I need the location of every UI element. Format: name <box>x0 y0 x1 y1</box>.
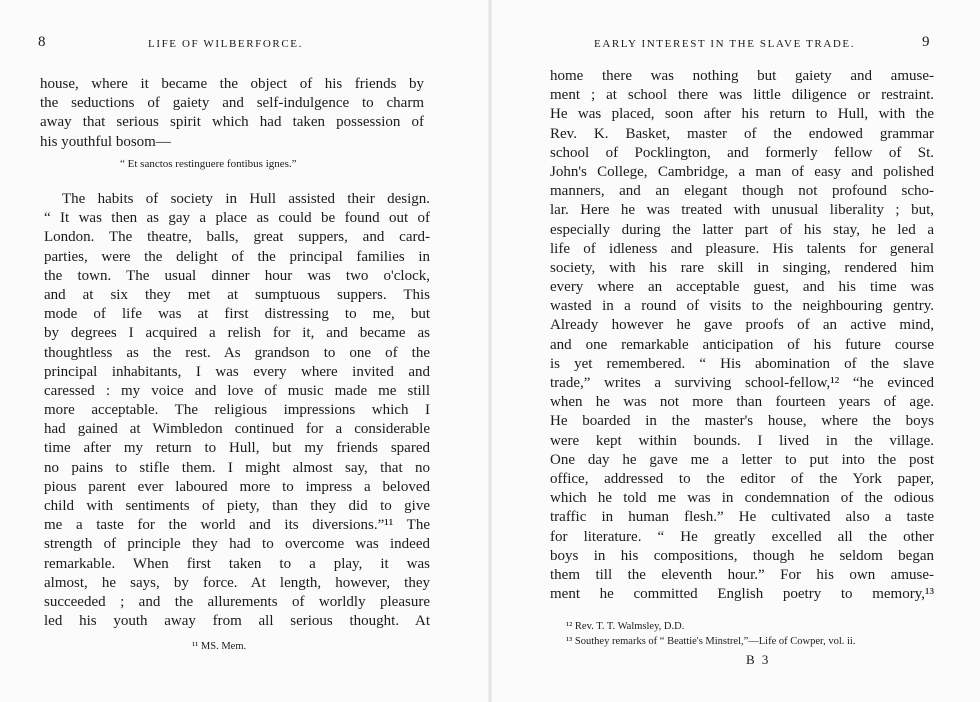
running-head-left: LIFE OF WILBERFORCE. <box>148 38 303 50</box>
text-line: no pains to stifle them. I might almost say, that no <box>44 459 430 476</box>
text-line: more acceptable. The religious impressions which I <box>44 402 430 419</box>
right-page <box>490 0 980 702</box>
text-line: office, addressed to the editor of the York paper, <box>550 470 934 487</box>
text-line: the seductions of gaiety and self-indulgence to charm <box>40 95 424 112</box>
text-line: manners, and an elegant though not profound scho- <box>550 183 934 200</box>
text-line: Rev. K. Basket, master of the endowed grammar <box>550 125 934 142</box>
text-line: is yet remembered. “ His abomination of the slave <box>550 355 934 372</box>
footnote-12: ¹² Rev. T. T. Walmsley, D.D. <box>566 621 685 632</box>
text-line: John's College, Cambridge, a man of easy and polished <box>550 163 934 180</box>
text-line: and one remarkable anticipation of his future course <box>550 336 934 353</box>
text-line: ment ; at school there was little diligence or restraint. <box>550 87 934 104</box>
text-line: strength of principle they had to overcome was indeed <box>44 536 430 553</box>
footnote-13: ¹³ Southey remarks of “ Beattie's Minstrel,”—Life of Cowper, vol. ii. <box>566 636 856 647</box>
text-line: child with sentiments of piety, than they did to give <box>44 498 430 514</box>
text-line: traffic in human flesh.” He cultivated also a taste <box>550 509 934 526</box>
text-line: had gained at Wimbledon continued for a considerable <box>44 421 430 438</box>
text-line: trade,” writes a surviving school-fellow,¹² “he evinced <box>550 375 934 391</box>
text-line: me a taste for the world and its diversions.”¹¹ The <box>44 517 430 534</box>
text-line: which he told me was in condemnation of the odious <box>550 490 934 507</box>
text-line: succeeded ; and the allurements of worldly pleasure <box>44 593 430 610</box>
text-line: Already however he gave proofs of an active mind, <box>550 317 934 334</box>
text-line: London. The theatre, balls, great suppers, and card- <box>44 229 430 246</box>
text-line: lar. Here he was treated with unusual liberality ; but, <box>550 202 934 219</box>
text-line: The habits of society in Hull assisted their design. <box>62 191 430 207</box>
text-line: One day he gave me a letter to put into the post <box>550 451 934 468</box>
text-line: especially during the latter part of his stay, he led a <box>550 221 934 238</box>
text-line: principal inhabitants, I was every where invited and <box>44 363 430 380</box>
text-line: thoughtless as the rest. As grandson to one of the <box>44 344 430 361</box>
text-line: pious parent ever laboured more to impress a beloved <box>44 478 430 495</box>
signature-mark: B 3 <box>746 652 771 667</box>
text-line: and at six they met at sumptuous suppers. This <box>44 286 430 303</box>
text-line: parties, were the delight of the principal families in <box>44 248 430 265</box>
latin-quote: “ Et sanctos restinguere fontibus ignes.” <box>120 158 297 170</box>
page-number-left: 8 <box>38 34 46 50</box>
text-line: home there was nothing but gaiety and amuse- <box>550 68 934 84</box>
text-line: He was placed, soon after his return to Hull, with the <box>550 106 934 123</box>
text-line: them till the eleventh hour.” For his own amuse- <box>550 566 934 583</box>
footnote-11: ¹¹ MS. Mem. <box>192 641 247 652</box>
text-line: caressed : my voice and love of music made me still <box>44 382 430 399</box>
text-line: remarkable. When first taken to a play, it was <box>44 555 430 572</box>
text-line: his youthful bosom— <box>40 133 171 150</box>
text-line: life of idleness and pleasure. His talents for general <box>550 240 934 257</box>
text-line: when he was not more than fourteen years of age. <box>550 394 934 411</box>
right-body-text <box>550 67 934 604</box>
text-line: by degrees I acquired a relish for it, and became as <box>44 325 430 342</box>
text-line: led his youth away from all serious thought. At <box>44 613 430 630</box>
text-line: school of Pocklington, and formerly fellow of St. <box>550 144 934 161</box>
text-line: time after my return to Hull, but my friends spared <box>44 440 430 457</box>
text-line: He boarded in the master's house, where the boys <box>550 413 934 430</box>
paragraph-2 <box>44 190 430 631</box>
text-line: house, where it became the object of his friends by <box>40 76 424 92</box>
text-line: away that serious spirit which had taken possession of <box>40 114 424 131</box>
text-line: the town. The usual dinner hour was two o'clock, <box>44 267 430 284</box>
text-line: mode of life was at first distressing to me, but <box>44 306 430 323</box>
text-line: ment he committed English poetry to memory,¹³ <box>550 586 934 603</box>
text-line: were kept within bounds. I lived in the village. <box>550 432 934 449</box>
page-number-right: 9 <box>922 34 930 50</box>
text-line: for literature. “ He greatly excelled all the other <box>550 528 934 545</box>
text-line: every where an acceptable guest, and his time was <box>550 279 934 296</box>
text-line: “ It was then as gay a place as could be found out of <box>44 210 430 227</box>
text-line: society, with his rare skill in singing, rendered him <box>550 259 934 276</box>
text-line: boys in his compositions, though he seldom began <box>550 547 934 564</box>
running-head-right: EARLY INTEREST IN THE SLAVE TRADE. <box>594 38 856 50</box>
paragraph-1 <box>40 75 424 152</box>
text-line: almost, he says, by force. At length, however, they <box>44 574 430 591</box>
text-line: wasted in a round of visits to the neighbouring gentry. <box>550 298 934 315</box>
